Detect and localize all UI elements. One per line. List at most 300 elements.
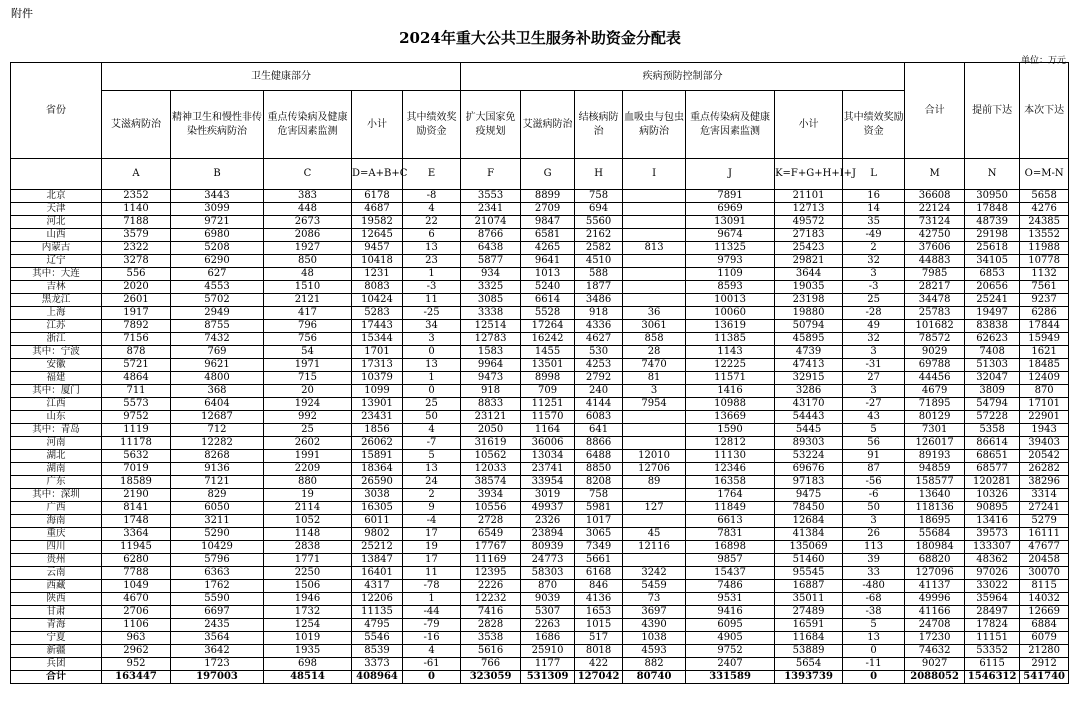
province-cell: 广西 (11, 502, 102, 515)
value-cell: 4253 (575, 359, 623, 372)
header-letter: C (264, 159, 352, 190)
value-cell: 4739 (775, 346, 843, 359)
header-province: 省份 (11, 63, 102, 159)
value-cell: 3642 (171, 645, 264, 658)
value-cell: 45895 (775, 333, 843, 346)
value-cell: 9793 (686, 255, 775, 268)
value-cell: 20 (264, 385, 352, 398)
value-cell: 9752 (686, 645, 775, 658)
value-cell: 9752 (102, 411, 171, 424)
value-cell: 38296 (1020, 476, 1069, 489)
value-cell: 12033 (461, 463, 521, 476)
value-cell: 7408 (965, 346, 1020, 359)
value-cell: 25 (264, 424, 352, 437)
province-cell: 福建 (11, 372, 102, 385)
province-cell: 其中：宁波 (11, 346, 102, 359)
province-cell: 江西 (11, 398, 102, 411)
value-cell: 6980 (171, 229, 264, 242)
value-cell: 6286 (1020, 307, 1069, 320)
value-cell: 69788 (905, 359, 965, 372)
value-cell: 10778 (1020, 255, 1069, 268)
value-cell: 1621 (1020, 346, 1069, 359)
value-cell: -44 (403, 606, 461, 619)
value-cell: 12282 (171, 437, 264, 450)
province-cell: 湖北 (11, 450, 102, 463)
province-cell: 黑龙江 (11, 294, 102, 307)
province-cell: 湖南 (11, 463, 102, 476)
value-cell: 23198 (775, 294, 843, 307)
value-cell: 10418 (352, 255, 403, 268)
header-total: 合计 (905, 63, 965, 159)
value-cell: 158577 (905, 476, 965, 489)
header-col: 扩大国家免疫规划 (461, 91, 521, 159)
value-cell: 870 (1020, 385, 1069, 398)
value-cell: 878 (102, 346, 171, 359)
table-row (11, 294, 1069, 307)
value-cell: 8766 (461, 229, 521, 242)
header-letter: I (623, 159, 686, 190)
value-cell: 9641 (521, 255, 575, 268)
province-cell: 贵州 (11, 554, 102, 567)
table-body (11, 190, 1069, 684)
value-cell: 163447 (102, 671, 171, 684)
value-cell: 21074 (461, 216, 521, 229)
value-cell: 22 (403, 216, 461, 229)
value-cell: 541740 (1020, 671, 1069, 684)
value-cell: 9857 (686, 554, 775, 567)
value-cell: 1017 (575, 515, 623, 528)
value-cell: 127042 (575, 671, 623, 684)
value-cell: 19582 (352, 216, 403, 229)
value-cell: 34105 (965, 255, 1020, 268)
value-cell: 2190 (102, 489, 171, 502)
province-cell: 上海 (11, 307, 102, 320)
value-cell: 12395 (461, 567, 521, 580)
appendix-label: 附件 (11, 7, 33, 20)
value-cell: 13034 (521, 450, 575, 463)
value-cell: 1049 (102, 580, 171, 593)
value-cell: 711 (102, 385, 171, 398)
value-cell: 62623 (965, 333, 1020, 346)
table-row (11, 580, 1069, 593)
value-cell: 11135 (352, 606, 403, 619)
table-row (11, 476, 1069, 489)
table-row (11, 307, 1069, 320)
value-cell: 11169 (461, 554, 521, 567)
value-cell: 17101 (1020, 398, 1069, 411)
province-cell: 山西 (11, 229, 102, 242)
value-cell: 13416 (965, 515, 1020, 528)
value-cell: 992 (264, 411, 352, 424)
allocation-table (10, 62, 1069, 684)
value-cell: 53889 (775, 645, 843, 658)
value-cell: 1877 (575, 281, 623, 294)
value-cell: -56 (843, 476, 905, 489)
value-cell: 10379 (352, 372, 403, 385)
table-row (11, 333, 1069, 346)
value-cell (623, 229, 686, 242)
value-cell: 1583 (461, 346, 521, 359)
value-cell: 712 (171, 424, 264, 437)
value-cell: 5560 (575, 216, 623, 229)
value-cell: 1732 (264, 606, 352, 619)
value-cell: 3579 (102, 229, 171, 242)
value-cell: 11130 (686, 450, 775, 463)
value-cell: 54794 (965, 398, 1020, 411)
value-cell: 2050 (461, 424, 521, 437)
value-cell: 53224 (775, 450, 843, 463)
value-cell: 19880 (775, 307, 843, 320)
table-row (11, 528, 1069, 541)
header-letter: F (461, 159, 521, 190)
value-cell: 71895 (905, 398, 965, 411)
value-cell: 3 (843, 515, 905, 528)
value-cell: 4627 (575, 333, 623, 346)
value-cell: 25910 (521, 645, 575, 658)
header-letter: D=A+B+C (352, 159, 403, 190)
header-col: 血吸虫与包虫病防治 (623, 91, 686, 159)
table-row (11, 216, 1069, 229)
value-cell: 3486 (575, 294, 623, 307)
value-cell: 23741 (521, 463, 575, 476)
value-cell: 24 (403, 476, 461, 489)
value-cell: 3553 (461, 190, 521, 203)
value-cell: 2435 (171, 619, 264, 632)
value-cell: 5459 (623, 580, 686, 593)
value-cell: 531309 (521, 671, 575, 684)
value-cell: 16358 (686, 476, 775, 489)
value-cell: 3364 (102, 528, 171, 541)
value-cell: 12225 (686, 359, 775, 372)
value-cell: 135069 (775, 541, 843, 554)
value-cell: 19497 (965, 307, 1020, 320)
value-cell: 97183 (775, 476, 843, 489)
province-cell: 其中：大连 (11, 268, 102, 281)
value-cell: 1856 (352, 424, 403, 437)
value-cell: 7019 (102, 463, 171, 476)
value-cell: -49 (843, 229, 905, 242)
value-cell: -480 (843, 580, 905, 593)
value-cell: 4864 (102, 372, 171, 385)
value-cell: 11945 (102, 541, 171, 554)
value-cell: 918 (461, 385, 521, 398)
value-cell: 1140 (102, 203, 171, 216)
value-cell: 11178 (102, 437, 171, 450)
value-cell: 5658 (1020, 190, 1069, 203)
value-cell: 7349 (575, 541, 623, 554)
value-cell (623, 515, 686, 528)
value-cell: 2209 (264, 463, 352, 476)
value-cell: 35011 (775, 593, 843, 606)
value-cell: 1764 (686, 489, 775, 502)
value-cell: 9416 (686, 606, 775, 619)
value-cell: 8899 (521, 190, 575, 203)
value-cell: 5632 (102, 450, 171, 463)
header-letter: O=M-N (1020, 159, 1069, 190)
province-cell: 天津 (11, 203, 102, 216)
value-cell: 7954 (623, 398, 686, 411)
value-cell: 5702 (171, 294, 264, 307)
value-cell: 0 (403, 385, 461, 398)
header-group-health: 卫生健康部分 (102, 63, 461, 91)
value-cell (623, 268, 686, 281)
value-cell: 50 (843, 502, 905, 515)
province-cell: 重庆 (11, 528, 102, 541)
value-cell: 39573 (965, 528, 1020, 541)
header-col: 其中绩效奖励资金 (843, 91, 905, 159)
value-cell: 3211 (171, 515, 264, 528)
value-cell: 48739 (965, 216, 1020, 229)
value-cell: 68820 (905, 554, 965, 567)
value-cell: 2838 (264, 541, 352, 554)
value-cell: 2 (403, 489, 461, 502)
value-cell: 9136 (171, 463, 264, 476)
value-cell: 2709 (521, 203, 575, 216)
value-cell: 11151 (965, 632, 1020, 645)
value-cell: 2912 (1020, 658, 1069, 671)
value-cell: 49 (843, 320, 905, 333)
value-cell: 13 (843, 632, 905, 645)
value-cell: 18695 (905, 515, 965, 528)
value-cell: 1590 (686, 424, 775, 437)
value-cell: 22124 (905, 203, 965, 216)
province-cell: 内蒙古 (11, 242, 102, 255)
value-cell: 2407 (686, 658, 775, 671)
value-cell: 1917 (102, 307, 171, 320)
value-cell: 36608 (905, 190, 965, 203)
value-cell: 8268 (171, 450, 264, 463)
value-cell: 56 (843, 437, 905, 450)
value-cell: 5290 (171, 528, 264, 541)
value-cell: 331589 (686, 671, 775, 684)
value-cell: 11571 (686, 372, 775, 385)
value-cell: 3 (403, 333, 461, 346)
value-cell: 133307 (965, 541, 1020, 554)
value-cell: 25 (843, 294, 905, 307)
value-cell (623, 424, 686, 437)
value-cell: 7486 (686, 580, 775, 593)
table-row (11, 255, 1069, 268)
value-cell: 9027 (905, 658, 965, 671)
value-cell: 50 (403, 411, 461, 424)
value-cell: 9621 (171, 359, 264, 372)
value-cell: 3644 (775, 268, 843, 281)
value-cell: 4795 (352, 619, 403, 632)
value-cell: 19 (403, 541, 461, 554)
table-row (11, 593, 1069, 606)
table-row (11, 463, 1069, 476)
value-cell: 2792 (575, 372, 623, 385)
value-cell: 4687 (352, 203, 403, 216)
table-row (11, 346, 1069, 359)
value-cell: 41137 (905, 580, 965, 593)
value-cell: 963 (102, 632, 171, 645)
value-cell: 8850 (575, 463, 623, 476)
value-cell: 7891 (686, 190, 775, 203)
value-cell: 1946 (264, 593, 352, 606)
value-cell: 8998 (521, 372, 575, 385)
value-cell: 3242 (623, 567, 686, 580)
value-cell: 422 (575, 658, 623, 671)
total-row (11, 671, 1069, 684)
value-cell: 1 (403, 372, 461, 385)
value-cell: 97026 (965, 567, 1020, 580)
value-cell: -28 (843, 307, 905, 320)
table-row (11, 437, 1069, 450)
value-cell: 6969 (686, 203, 775, 216)
value-cell: 5 (403, 450, 461, 463)
value-cell: 368 (171, 385, 264, 398)
value-cell: 1943 (1020, 424, 1069, 437)
value-cell: 2020 (102, 281, 171, 294)
value-cell: 1748 (102, 515, 171, 528)
value-cell: 3338 (461, 307, 521, 320)
table-row (11, 372, 1069, 385)
value-cell: 13 (403, 242, 461, 255)
value-cell: 2828 (461, 619, 521, 632)
value-cell: 9475 (775, 489, 843, 502)
value-cell: 12206 (352, 593, 403, 606)
value-cell: 5528 (521, 307, 575, 320)
province-cell: 安徽 (11, 359, 102, 372)
value-cell: 3061 (623, 320, 686, 333)
table-row (11, 450, 1069, 463)
value-cell: 880 (264, 476, 352, 489)
value-cell: 7432 (171, 333, 264, 346)
value-cell: 408964 (352, 671, 403, 684)
value-cell: 3443 (171, 190, 264, 203)
value-cell: 23 (403, 255, 461, 268)
value-cell: 9964 (461, 359, 521, 372)
province-cell: 其中：厦门 (11, 385, 102, 398)
value-cell: 42750 (905, 229, 965, 242)
header-advance: 提前下达 (965, 63, 1020, 159)
header-col: 小计 (352, 91, 403, 159)
value-cell: 1393739 (775, 671, 843, 684)
value-cell: 51460 (775, 554, 843, 567)
value-cell: 796 (264, 320, 352, 333)
header-letter: M (905, 159, 965, 190)
value-cell: 127 (623, 502, 686, 515)
value-cell: 118136 (905, 502, 965, 515)
value-cell: 3325 (461, 281, 521, 294)
value-cell: 3085 (461, 294, 521, 307)
value-cell: 934 (461, 268, 521, 281)
value-cell: 180984 (905, 541, 965, 554)
value-cell: 383 (264, 190, 352, 203)
value-cell: 5546 (352, 632, 403, 645)
header-letter-empty (11, 159, 102, 190)
value-cell: 1148 (264, 528, 352, 541)
value-cell: 20656 (965, 281, 1020, 294)
value-cell: 1924 (264, 398, 352, 411)
value-cell: 8866 (575, 437, 623, 450)
value-cell: 13901 (352, 398, 403, 411)
table-row (11, 203, 1069, 216)
table-row (11, 541, 1069, 554)
value-cell: 1099 (352, 385, 403, 398)
value-cell: 34478 (905, 294, 965, 307)
value-cell: 12812 (686, 437, 775, 450)
value-cell: 25241 (965, 294, 1020, 307)
value-cell (623, 411, 686, 424)
value-cell: 5 (843, 619, 905, 632)
value-cell: 19035 (775, 281, 843, 294)
header-group-disease-control: 疾病预防控制部分 (461, 63, 905, 91)
value-cell: 2949 (171, 307, 264, 320)
value-cell: -3 (403, 281, 461, 294)
value-cell: 7121 (171, 476, 264, 489)
value-cell: 13091 (686, 216, 775, 229)
province-cell: 浙江 (11, 333, 102, 346)
value-cell: 1231 (352, 268, 403, 281)
value-cell: 4510 (575, 255, 623, 268)
value-cell: 78572 (905, 333, 965, 346)
value-cell: 8208 (575, 476, 623, 489)
value-cell: 81 (623, 372, 686, 385)
value-cell: 5616 (461, 645, 521, 658)
province-cell: 西藏 (11, 580, 102, 593)
value-cell: 2706 (102, 606, 171, 619)
value-cell: 32 (843, 333, 905, 346)
value-cell: 1052 (264, 515, 352, 528)
value-cell: 28217 (905, 281, 965, 294)
value-cell: 756 (264, 333, 352, 346)
value-cell: -8 (403, 190, 461, 203)
value-cell: 2263 (521, 619, 575, 632)
value-cell: 9457 (352, 242, 403, 255)
value-cell: 29198 (965, 229, 1020, 242)
page-title: 2024年重大公共卫生服务补助资金分配表 (399, 29, 681, 47)
value-cell: 8755 (171, 320, 264, 333)
value-cell: 20458 (1020, 554, 1069, 567)
value-cell: 7156 (102, 333, 171, 346)
value-cell (623, 489, 686, 502)
value-cell: 26 (843, 528, 905, 541)
value-cell: 1762 (171, 580, 264, 593)
value-cell: 32 (843, 255, 905, 268)
value-cell: 17230 (905, 632, 965, 645)
value-cell: 68577 (965, 463, 1020, 476)
value-cell: -61 (403, 658, 461, 671)
value-cell: 709 (521, 385, 575, 398)
value-cell: 126017 (905, 437, 965, 450)
province-cell: 山东 (11, 411, 102, 424)
value-cell: 12346 (686, 463, 775, 476)
province-cell: 青海 (11, 619, 102, 632)
value-cell: -3 (843, 281, 905, 294)
value-cell: 7831 (686, 528, 775, 541)
value-cell: 68651 (965, 450, 1020, 463)
value-cell: 21280 (1020, 645, 1069, 658)
value-cell: 4 (403, 645, 461, 658)
header-letter: N (965, 159, 1020, 190)
value-cell: 12010 (623, 450, 686, 463)
province-cell: 北京 (11, 190, 102, 203)
value-cell: 1935 (264, 645, 352, 658)
value-cell: 89303 (775, 437, 843, 450)
value-cell: 10562 (461, 450, 521, 463)
value-cell: 25 (403, 398, 461, 411)
value-cell: 5590 (171, 593, 264, 606)
value-cell: 1106 (102, 619, 171, 632)
value-cell: 0 (843, 671, 905, 684)
value-cell: 17848 (965, 203, 1020, 216)
value-cell: 3373 (352, 658, 403, 671)
value-cell: 2582 (575, 242, 623, 255)
value-cell: 5445 (775, 424, 843, 437)
header-letter: A (102, 159, 171, 190)
